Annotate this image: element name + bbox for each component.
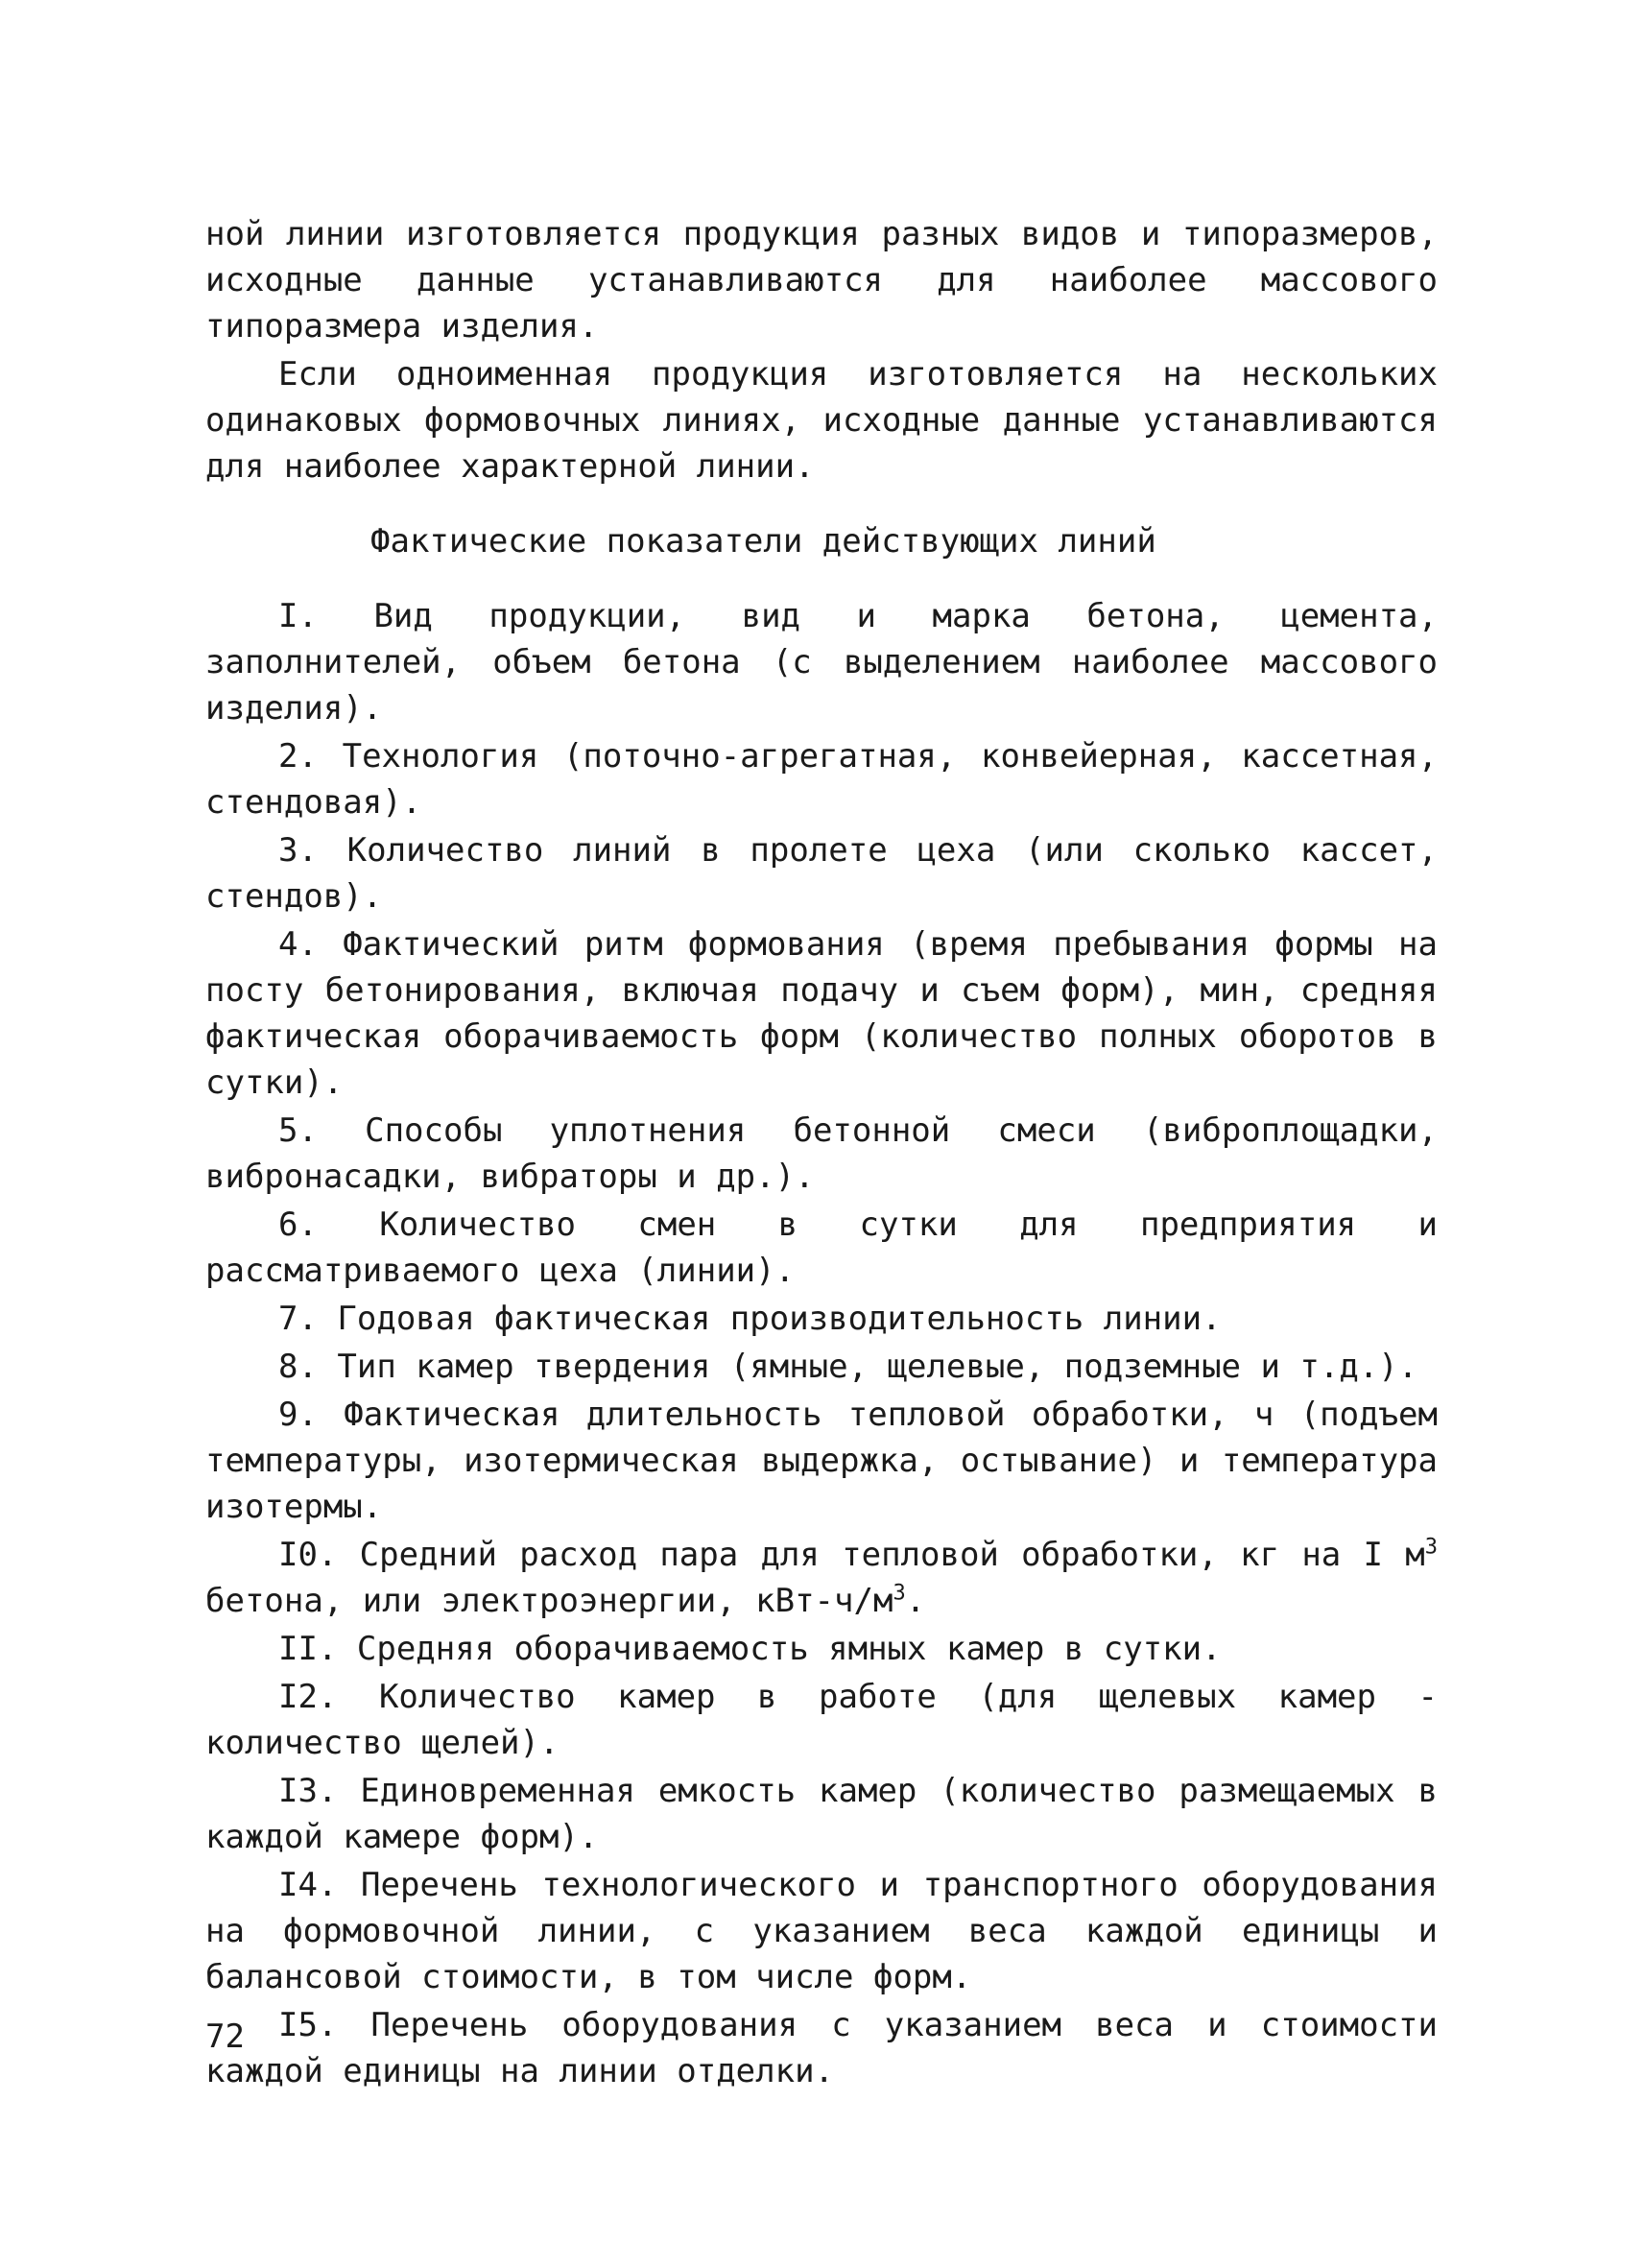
list-item-10-text-c: . bbox=[905, 1582, 926, 1620]
list-item-9: 9. Фактическая длительность тепловой обработки, ч (подъем температуры, изотермическая выдержка, остывание) и температура изотермы. bbox=[205, 1396, 1438, 1526]
page-number: 72 bbox=[205, 2017, 245, 2056]
list-item-11: II. Средняя оборачиваемость ямных камер в сутки. bbox=[278, 1630, 1222, 1668]
list-item-3: 3. Количество линий в пролете цеха (или сколько кассет, стендов). bbox=[205, 831, 1438, 916]
list-item-7: 7. Годовая фактическая производительность линии. bbox=[278, 1300, 1222, 1338]
superscript-cubic-2: 3 bbox=[893, 1581, 906, 1606]
list-item-6: 6. Количество смен в сутки для предприятия и рассматриваемого цеха (линии). bbox=[205, 1206, 1438, 1290]
list-item-1: I. Вид продукции, вид и марка бетона, цемента, заполнителей, объем бетона (с выделением наиболее массового изделия). bbox=[205, 597, 1438, 728]
list-item-12: I2. Количество камер в работе (для щелевых камер - количество щелей). bbox=[205, 1678, 1438, 1762]
section-heading: Фактические показатели действующих линий bbox=[370, 522, 1156, 561]
document-page bbox=[205, 211, 1438, 2094]
intro-paragraph-1: ной линии изготовляется продукция разных видов и типоразмеров, исходные данные устанавливаются для наиболее массового типоразмера изделия. bbox=[205, 215, 1438, 346]
list-item-15: I5. Перечень оборудования с указанием веса и стоимости каждой единицы на линии отделки. bbox=[205, 2006, 1438, 2090]
list-item-5: 5. Способы уплотнения бетонной смеси (виброплощадки, вибронасадки, вибраторы и др.). bbox=[205, 1111, 1438, 1196]
list-item-10 bbox=[205, 1532, 1438, 1624]
intro-paragraph-2: Если одноименная продукция изготовляется на нескольких одинаковых формовочных линиях, исходные данные устанавливаются для наиболее характерной линии. bbox=[205, 355, 1438, 486]
superscript-cubic: 3 bbox=[1424, 1535, 1438, 1560]
list-item-10-text-a: I0. Средний расход пара для тепловой обработки, кг на I м bbox=[278, 1536, 1425, 1574]
list-item-2: 2. Технология (поточно-агрегатная, конвейерная, кассетная, стендовая). bbox=[205, 737, 1438, 822]
list-item-8: 8. Тип камер твердения (ямные, щелевые, подземные и т.д.). bbox=[278, 1348, 1418, 1386]
list-item-13: I3. Единовременная емкость камер (количество размещаемых в каждой камере форм). bbox=[205, 1772, 1438, 1856]
list-item-4: 4. Фактический ритм формования (время пребывания формы на посту бетонирования, включая подачу и съем форм), мин, средняя фактическая оборачиваемость форм (количество полных оборотов в сутки). bbox=[205, 925, 1438, 1102]
list-item-14: I4. Перечень технологического и транспортного оборудования на формовочной линии, с указанием веса каждой единицы и балансовой стоимости, в том числе форм. bbox=[205, 1866, 1438, 1996]
list-item-10-text-b: бетона, или электроэнергии, кВт-ч/м bbox=[205, 1582, 893, 1620]
